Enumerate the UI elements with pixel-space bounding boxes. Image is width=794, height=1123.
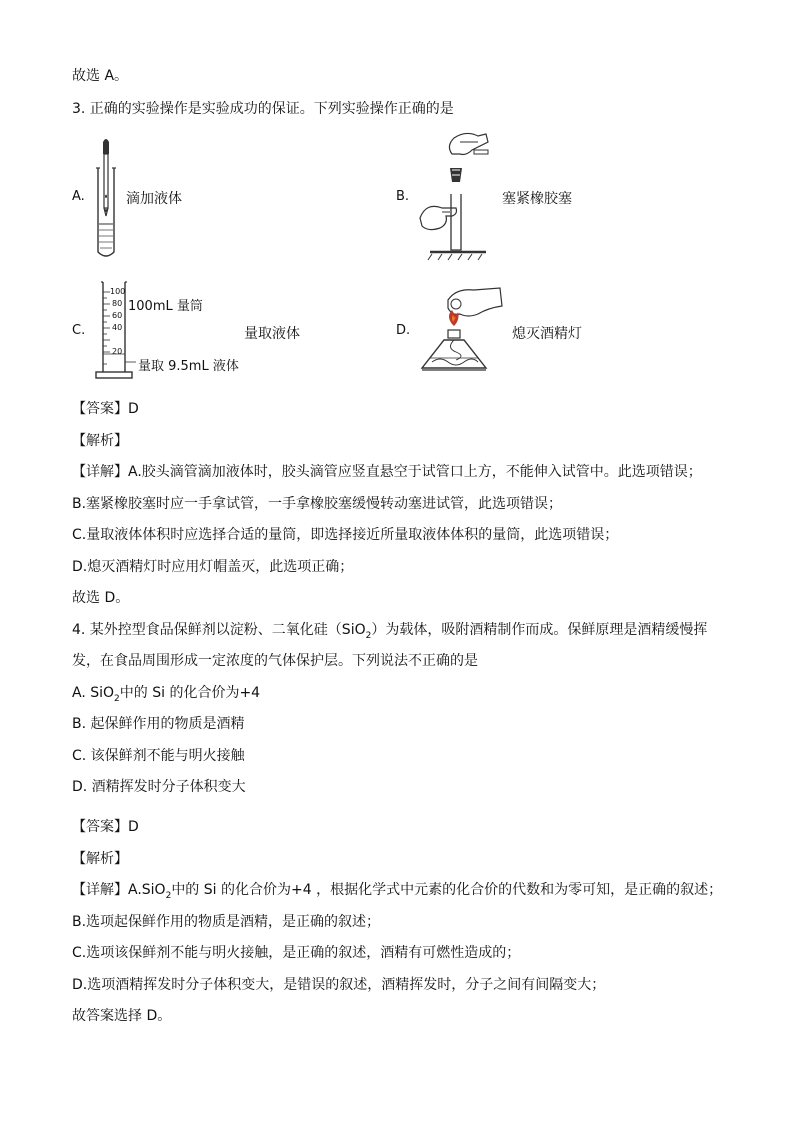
q4-detail-c: C.选项该保鲜剂不能与明火接触，是正确的叙述，酒精有可燃性造成的； (72, 945, 521, 961)
alcohol-lamp-illustration (416, 284, 512, 382)
q3-option-d-letter: D. (396, 323, 411, 338)
dropper-test-tube-illustration (92, 138, 122, 260)
q4-detail-a: 【详解】A.SiO$_2$中的 Si 的化合价为+4 ，根据化学式中元素的化合价的代数和为零可知，是正确的叙述； (72, 882, 723, 901)
stopper-test-tube-illustration (416, 128, 496, 260)
q3-detail-d: D.熄灭酒精灯时应用灯帽盖灭，此选项正确； (72, 559, 354, 575)
q3-option-a-letter: A. (72, 189, 85, 204)
q3-option-b-caption: 塞紧橡胶塞 (502, 191, 572, 207)
cylinder-tick-100: 100 (110, 287, 126, 296)
q4-stem-line1: 4. 某外控型食品保鲜剂以淀粉、二氧化硅（SiO$_2$）为载体，吸附酒精制作而成。保鲜原理是酒精缓慢挥 (72, 622, 708, 641)
prev-conclusion: 故选 A。 (72, 68, 129, 84)
q3-detail-a: 【详解】A.胶头滴管滴加液体时，胶头滴管应竖直悬空于试管口上方，不能伸入试管中。此选项错误； (72, 464, 702, 480)
q4-detail-b: B.选项起保鲜作用的物质是酒精，是正确的叙述； (72, 914, 381, 930)
cylinder-reading-label: 量取 9.5mL 液体 (138, 359, 239, 374)
q3-option-a-caption: 滴加液体 (126, 191, 182, 207)
q4-detail-d: D.选项酒精挥发时分子体积变大，是错误的叙述，酒精挥发时，分子之间有间隔变大； (72, 977, 606, 993)
q3-stem: 3. 正确的实验操作是实验成功的保证。下列实验操作正确的是 (72, 101, 454, 117)
q4-answer: 【答案】D (72, 819, 139, 835)
cylinder-tick-20: 20 (112, 347, 123, 356)
cylinder-tick-60: 60 (112, 311, 123, 320)
q3-option-c-caption: 量取液体 (244, 326, 300, 342)
q4-option-c: C. 该保鲜剂不能与明火接触 (72, 748, 245, 764)
q4-stem-line2: 发，在食品周围形成一定浓度的气体保护层。下列说法不正确的是 (72, 653, 478, 669)
q3-answer: 【答案】D (72, 401, 139, 417)
q3-detail-b: B.塞紧橡胶塞时应一手拿试管，一手拿橡胶塞缓慢转动塞进试管，此选项错误； (72, 496, 563, 512)
cylinder-label: 100mL 量筒 (128, 299, 203, 314)
q3-detail-c: C.量取液体体积时应选择合适的量筒，即选择接近所量取液体体积的量筒，此选项错误； (72, 527, 619, 543)
q3-conclusion: 故选 D。 (72, 590, 130, 606)
q3-option-c-letter: C. (72, 323, 86, 338)
q3-analysis-heading: 【解析】 (72, 433, 128, 449)
cylinder-tick-80: 80 (112, 299, 123, 308)
q4-option-d: D. 酒精挥发时分子体积变大 (72, 779, 246, 795)
cylinder-tick-40: 40 (112, 323, 123, 332)
q4-option-a: A. SiO$_2$中的 Si 的化合价为+4 (72, 685, 261, 704)
q4-analysis-heading: 【解析】 (72, 851, 128, 867)
q3-option-d-caption: 熄灭酒精灯 (512, 326, 582, 342)
q4-option-b: B. 起保鲜作用的物质是酒精 (72, 716, 245, 732)
q4-conclusion: 故答案选择 D。 (72, 1008, 172, 1024)
q3-option-b-letter: B. (396, 189, 410, 204)
